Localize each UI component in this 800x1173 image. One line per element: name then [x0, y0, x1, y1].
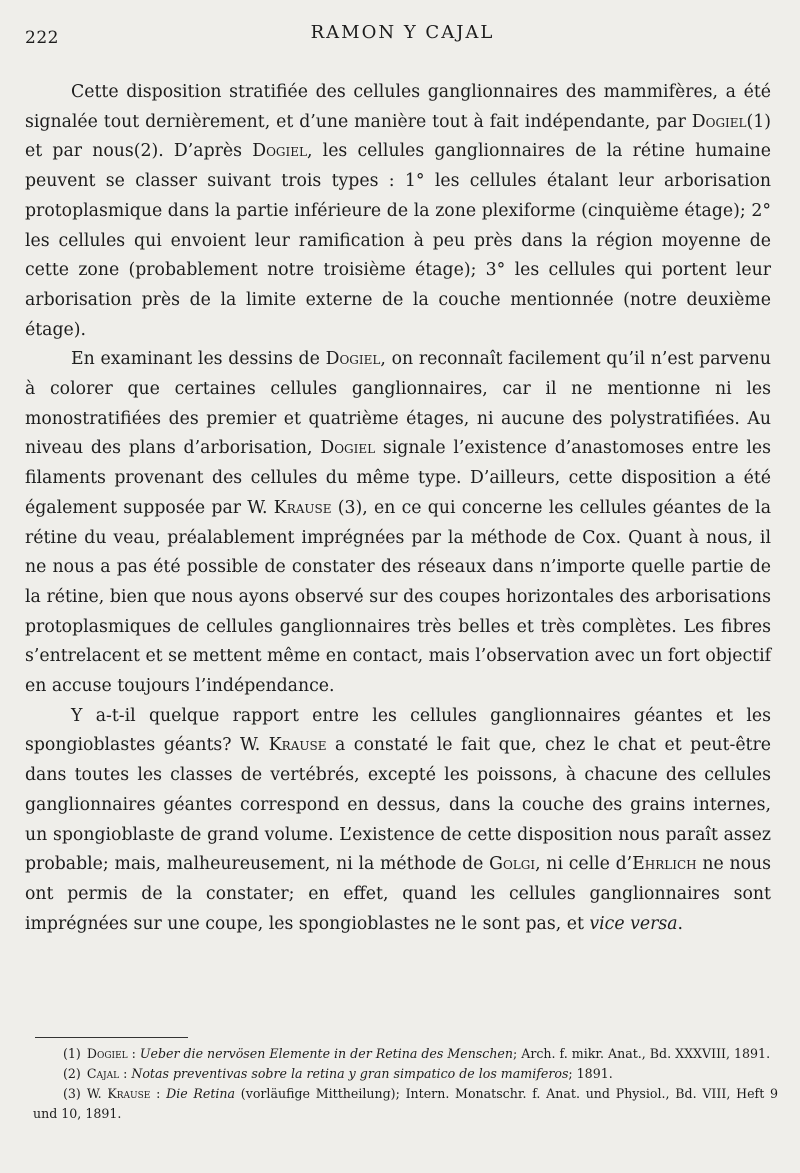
text-run: , on reconnaît facilement qu’il n’est parvenu à colorer que certaines cellules ganglionnaires, car il ne mentionne ni les monostratifiées des premier et quatrième étages, ni aucune des polystratifiées. Au niveau des plans d’arborisation,	[25, 349, 772, 459]
text-run: Cette disposition stratifiée des cellules ganglionnaires des mammifères, a été signalée tout dernièrement, et d’une manière tout à fait indépendante, par	[25, 82, 771, 132]
footnote-author: Dogiel	[86, 1046, 128, 1061]
text-run: signale l’existence d’anastomoses entre les filaments provenant des cellules du même type. D’ailleurs, cette disposition a été également supposée par W.	[25, 438, 771, 518]
author-name: Golgi	[489, 854, 536, 875]
paragraph-3	[25, 702, 771, 940]
page-number: 222	[25, 28, 59, 48]
body-text	[25, 78, 771, 939]
italic-phrase: vice versa	[589, 913, 678, 934]
footnote-marker: (2)	[63, 1066, 81, 1081]
author-name: Krause	[268, 735, 327, 756]
footnote-2	[33, 1064, 778, 1084]
text-run: , ni celle d’	[535, 854, 633, 875]
footnote-title: Die Retina	[166, 1086, 236, 1101]
text-run: a constaté le fait que, chez le chat et peut-être dans toutes les classes de vertébrés, excepté les poissons, à chacune des cellules ganglionnaires géantes correspond en dessus, dans la couche des grains internes, un spongioblaste de grand volume. L’existence de cette disposition nous paraît assez probable; mais, malheureusement, ni la méthode de	[25, 735, 771, 875]
text-run: (3), en ce qui concerne les cellules géantes de la rétine du veau, préalablement imprégnées par la méthode de Cox. Quant à nous, il ne nous a pas été possible de constater des réseaux dans n’importe quelle partie de la rétine, bien que nous ayons observé sur des coupes horizontales des arborisations protoplasmiques de cellules ganglionnaires très belles et très complètes. Les fibres s’entrelacent et se mettent même en contact, mais l’observation avec un fort objectif en accuse toujours l’indépendance.	[25, 497, 771, 697]
footnote-title: Ueber die nervösen Elemente in der Retina des Menschen	[139, 1046, 513, 1061]
text-run: (1) et par nous(2). D’après	[25, 111, 771, 162]
footnote-pre: W.	[86, 1086, 108, 1101]
footnote-marker: (1)	[63, 1046, 81, 1061]
footnote-1	[33, 1044, 778, 1064]
footnote-title: Notas preventivas sobre la retina y gran simpatico de los mamiferos	[131, 1066, 569, 1081]
footnote-sep: :	[150, 1086, 167, 1101]
footnotes	[33, 1044, 778, 1124]
footnote-author: Krause	[107, 1086, 151, 1101]
paragraph-2	[25, 345, 771, 701]
footnote-sep: :	[127, 1046, 140, 1061]
author-name: Dogiel	[691, 111, 747, 132]
footnote-marker: (3)	[63, 1086, 81, 1101]
footnote-rest: (vorläufige Mittheilung); Intern. Monatschr. f. Anat. und Physiol., Bd. VIII, Heft 9 und 10, 1891.	[33, 1086, 779, 1121]
author-name: Dogiel	[325, 349, 381, 370]
footnote-author: Cajal	[86, 1066, 120, 1081]
author-name: Krause	[273, 497, 332, 518]
footnote-3	[33, 1084, 778, 1124]
footnote-sep: :	[119, 1066, 132, 1081]
running-head: RAMON Y CAJAL	[310, 22, 495, 43]
text-run: ne nous ont permis de la constater; en effet, quand les cellules ganglionnaires sont imprégnées sur une coupe, les spongioblastes ne le sont pas, et	[25, 854, 771, 934]
author-name: Ehrlich	[632, 854, 697, 875]
author-name: Dogiel	[252, 141, 307, 162]
text-run: .	[677, 913, 684, 934]
text-run: Y a-t-il quelque rapport entre les cellules ganglionnaires géantes et les spongioblastes géants? W.	[25, 705, 771, 756]
page-header	[25, 22, 780, 52]
footnote-rest: ; Arch. f. mikr. Anat., Bd. XXXVIII, 1891.	[513, 1046, 771, 1061]
author-name: Dogiel	[320, 438, 376, 459]
paragraph-1	[25, 78, 771, 345]
footnote-rule	[35, 1037, 188, 1038]
text-run: En examinant les dessins de	[71, 349, 326, 370]
text-run: , les cellules ganglionnaires de la rétine humaine peuvent se classer suivant trois types : 1° les cellules étalant leur arborisation protoplasmique dans la partie inférieure de la zone plexiforme (cinquième étage); 2° les cellules qui envoient leur ramification à peu près dans la région moyenne de cette zone (probablement notre troisième étage); 3° les cellules qui portent leur arborisation près de la limite externe de la couche mentionnée (notre deuxième étage).	[25, 141, 771, 340]
footnote-rest: ; 1891.	[568, 1066, 613, 1081]
